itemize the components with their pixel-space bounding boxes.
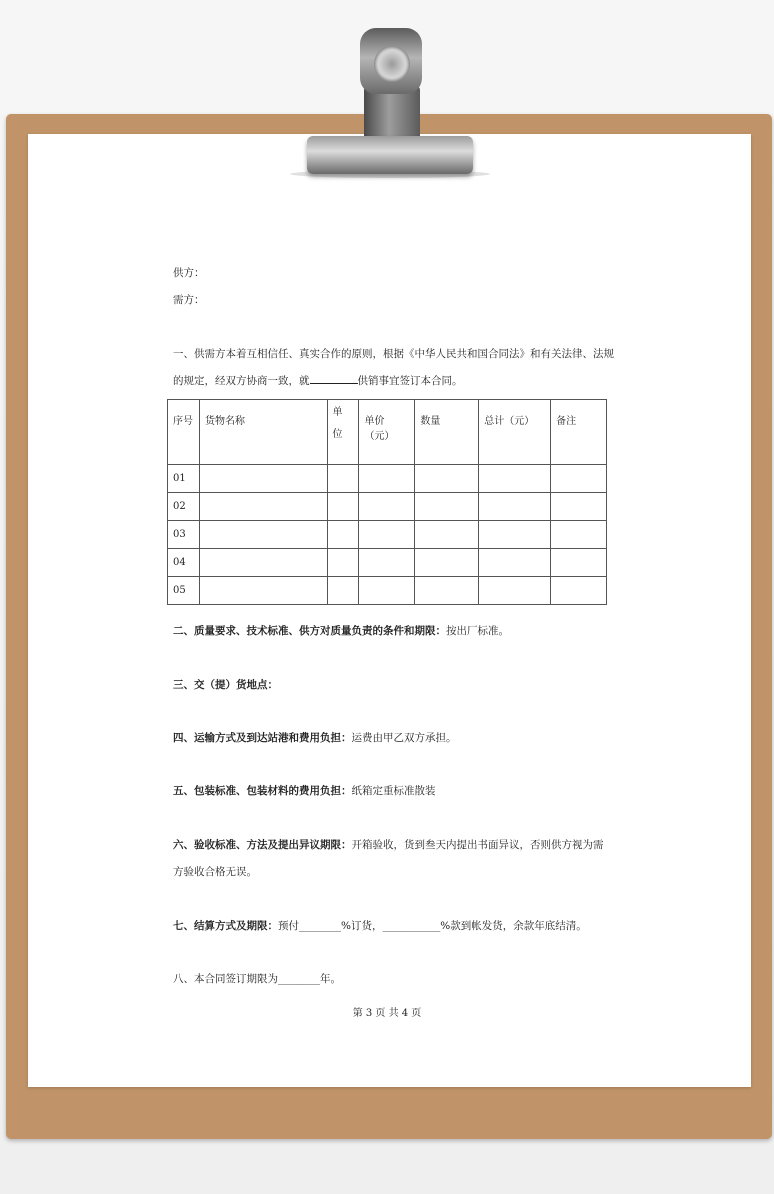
- row-index: 01: [168, 465, 200, 493]
- header-unit: [327, 400, 359, 465]
- clause-5: [173, 783, 436, 798]
- header-total: 总计（元）: [479, 400, 551, 465]
- clause-1-pre: 的规定，经双方协商一致，就: [173, 375, 310, 387]
- clause-4-text: 运费由甲乙双方承担。: [351, 732, 457, 744]
- clause-5-title: 五、包装标准、包装材料的费用负担：: [173, 785, 352, 797]
- header-unit-line-2: 位: [332, 429, 343, 440]
- header-index: 序号: [168, 400, 200, 465]
- goods-table: [167, 399, 607, 605]
- page-number: 第 3 页 共 4 页: [352, 1008, 422, 1019]
- clause-2: [173, 623, 509, 638]
- table-row: [168, 577, 607, 605]
- binder-clip-icon: [307, 136, 473, 174]
- header-unit-price: 单价（元）: [359, 400, 415, 465]
- clause-1-line-1: 一、供需方本着互相信任、真实合作的原则，根据《中华人民共和国合同法》和有关法律、法规: [173, 348, 614, 360]
- table-row: [168, 493, 607, 521]
- row-index: 03: [168, 521, 200, 549]
- table-header-row: [168, 400, 607, 465]
- clause-2-text: 按出厂标准。: [446, 625, 509, 637]
- clause-7-title: 七、结算方式及期限：: [173, 920, 278, 932]
- clause-4: [173, 730, 457, 745]
- header-remarks: 备注: [551, 400, 607, 465]
- contract-page: [28, 134, 751, 1087]
- clause-3-title: 三、交（提）货地点：: [173, 679, 278, 691]
- row-index: 05: [168, 577, 200, 605]
- header-goods-name: 货物名称: [199, 400, 327, 465]
- buyer-label: 需方：: [173, 294, 205, 306]
- table-row: [168, 465, 607, 493]
- clause-1-line-2: [173, 373, 463, 388]
- header-unit-line-1: 单: [332, 407, 343, 418]
- clause-4-title: 四、运输方式及到达站港和费用负担：: [173, 732, 352, 744]
- clause-1-post: 供销事宜签订本合同。: [357, 375, 463, 387]
- row-index: 02: [168, 493, 200, 521]
- row-index: 04: [168, 549, 200, 577]
- table-row: [168, 549, 607, 577]
- header-quantity: 数量: [415, 400, 479, 465]
- table-row: [168, 521, 607, 549]
- clause-8: 八、本合同签订期限为________年。: [173, 973, 341, 985]
- clause-6-title: 六、验收标准、方法及提出异议期限：: [173, 839, 352, 851]
- clause-6-text-1: 开箱验收，货到叁天内提出书面异议，否则供方视为需: [351, 839, 604, 851]
- supplier-label: 供方：: [173, 267, 205, 279]
- clause-6-line-1: [173, 837, 604, 852]
- clause-2-title: 二、质量要求、技术标准、供方对质量负责的条件和期限：: [173, 625, 446, 637]
- binder-clip-neck: [364, 86, 420, 140]
- clause-7-text: 预付________%订货，___________%款到帐发货，余款年底结清。: [278, 920, 587, 932]
- binder-clip-hole: [374, 46, 410, 82]
- clause-5-text: 纸箱定重标准散装: [351, 785, 436, 797]
- subject-blank: [310, 373, 358, 384]
- clause-7: [173, 918, 587, 933]
- clause-6-line-2: 方验收合格无误。: [173, 866, 257, 878]
